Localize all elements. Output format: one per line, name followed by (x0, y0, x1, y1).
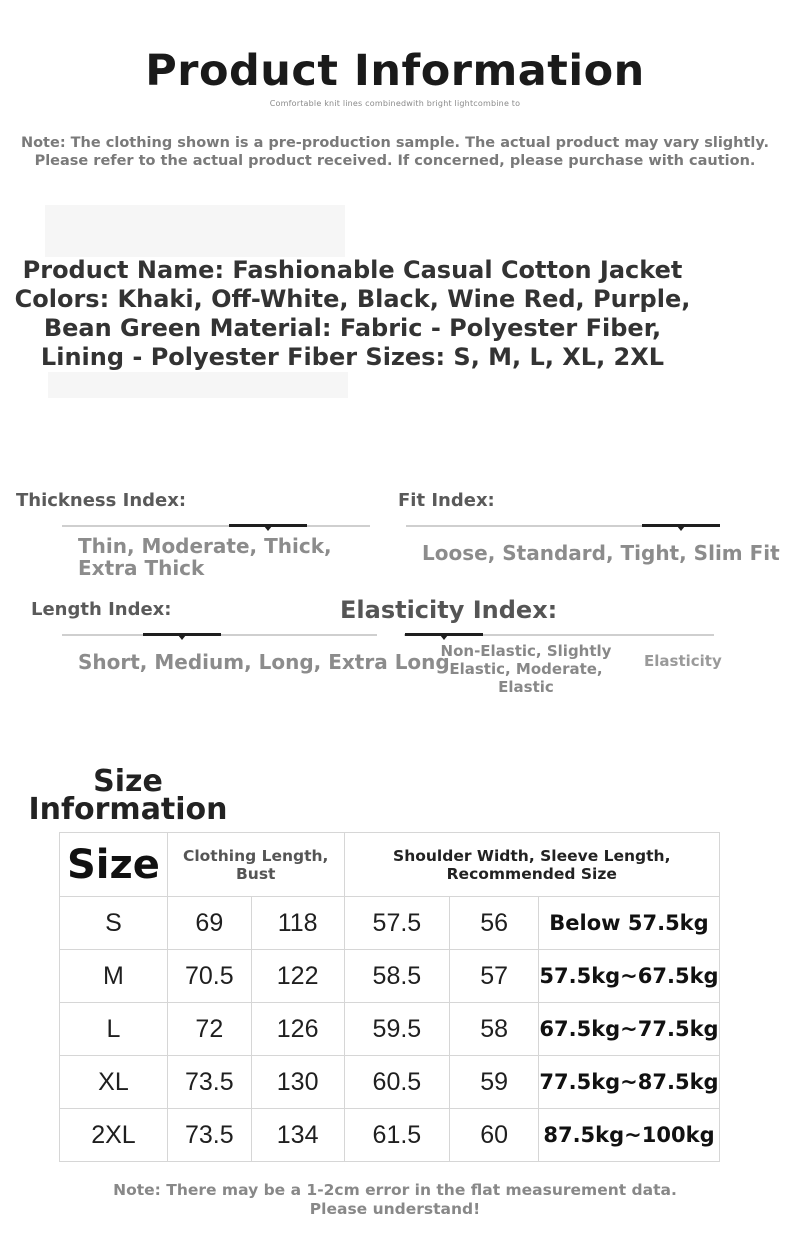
fit-index-options: Loose, Standard, Tight, Slim Fit (422, 541, 780, 565)
shoulder-cell: 58.5 (344, 950, 450, 1003)
sleeve-cell: 59 (450, 1056, 539, 1109)
size-table-body (60, 897, 720, 1162)
length-cell: 73.5 (167, 1109, 251, 1162)
thickness-index-marker (264, 526, 272, 531)
size-heading-line-1: Size (93, 764, 163, 799)
shoulder-cell: 57.5 (344, 897, 450, 950)
length-cell: 69 (167, 897, 251, 950)
length-index-marker (178, 635, 186, 640)
size-information-heading (28, 764, 228, 827)
table-row (60, 950, 720, 1003)
sleeve-cell: 57 (450, 950, 539, 1003)
fit-index-label: Fit Index: (398, 490, 495, 511)
thickness-index-bar (62, 525, 370, 527)
fit-index-marker (677, 526, 685, 531)
sleeve-cell: 60 (450, 1109, 539, 1162)
elasticity-index-label: Elasticity Index: (340, 596, 558, 624)
sleeve-cell: 58 (450, 1003, 539, 1056)
sample-note (0, 134, 790, 170)
shoulder-cell: 59.5 (344, 1003, 450, 1056)
bust-cell: 134 (251, 1109, 344, 1162)
sleeve-cell: 56 (450, 897, 539, 950)
sample-note-line-2: Please refer to the actual product received. If concerned, please purchase with caution. (34, 153, 756, 169)
size-cell: 2XL (60, 1109, 168, 1162)
thickness-index-options: Thin, Moderate, Thick, Extra Thick (78, 534, 332, 580)
length-cell: 70.5 (167, 950, 251, 1003)
bust-cell: 122 (251, 950, 344, 1003)
elasticity-index-extra: Elasticity (644, 652, 722, 670)
size-cell: XL (60, 1056, 168, 1109)
elasticity-index-options: Non-Elastic, Slightly Elastic, Moderate, Elastic (440, 642, 612, 696)
background-band (48, 372, 348, 398)
product-colors-line: Colors: Khaki, Off-White, Black, Wine Red, Purple, (14, 285, 691, 313)
length-bust-header: Clothing Length, Bust (167, 833, 344, 897)
thickness-index-label: Thickness Index: (16, 490, 187, 511)
recommended-size-cell: 57.5kg~67.5kg (538, 950, 719, 1003)
page-title: Product Information (145, 46, 645, 96)
size-header: Size (60, 833, 168, 897)
size-cell: L (60, 1003, 168, 1056)
elasticity-index-bar (404, 634, 714, 636)
size-cell: S (60, 897, 168, 950)
shoulder-cell: 61.5 (344, 1109, 450, 1162)
size-table-header-row (60, 833, 720, 897)
product-name-line: Product Name: Fashionable Casual Cotton Jacket (22, 256, 683, 284)
size-table (59, 832, 720, 1162)
table-row (60, 1056, 720, 1109)
measurement-note (0, 1181, 790, 1219)
table-row (60, 1003, 720, 1056)
table-row (60, 897, 720, 950)
length-index-options: Short, Medium, Long, Extra Long (78, 650, 450, 674)
recommended-size-cell: Below 57.5kg (538, 897, 719, 950)
table-row (60, 1109, 720, 1162)
background-band (45, 205, 345, 257)
product-material-line: Bean Green Material: Fabric - Polyester Fiber, (43, 314, 662, 342)
bust-cell: 126 (251, 1003, 344, 1056)
size-heading-line-2: Information (28, 792, 228, 827)
sample-note-line-1: Note: The clothing shown is a pre-production sample. The actual product may vary slightly. (20, 135, 770, 151)
shoulder-sleeve-recommended-header: Shoulder Width, Sleeve Length, Recommended Size (344, 833, 719, 897)
length-index-bar (62, 634, 377, 636)
product-description (0, 256, 705, 372)
fit-index-bar (406, 525, 720, 527)
product-sizes-line: Lining - Polyester Fiber Sizes: S, M, L, XL, 2XL (40, 343, 665, 371)
bust-cell: 130 (251, 1056, 344, 1109)
measurement-note-line-1: Note: There may be a 1-2cm error in the flat measurement data. (113, 1181, 677, 1199)
recommended-size-cell: 67.5kg~77.5kg (538, 1003, 719, 1056)
shoulder-cell: 60.5 (344, 1056, 450, 1109)
measurement-note-line-2: Please understand! (309, 1200, 481, 1218)
length-cell: 73.5 (167, 1056, 251, 1109)
length-index-label: Length Index: (31, 599, 172, 620)
length-cell: 72 (167, 1003, 251, 1056)
size-cell: M (60, 950, 168, 1003)
bust-cell: 118 (251, 897, 344, 950)
recommended-size-cell: 87.5kg~100kg (538, 1109, 719, 1162)
recommended-size-cell: 77.5kg~87.5kg (538, 1056, 719, 1109)
tagline: Comfortable knit lines combinedwith bright lightcombine to (269, 99, 521, 108)
elasticity-index-marker (440, 635, 448, 640)
